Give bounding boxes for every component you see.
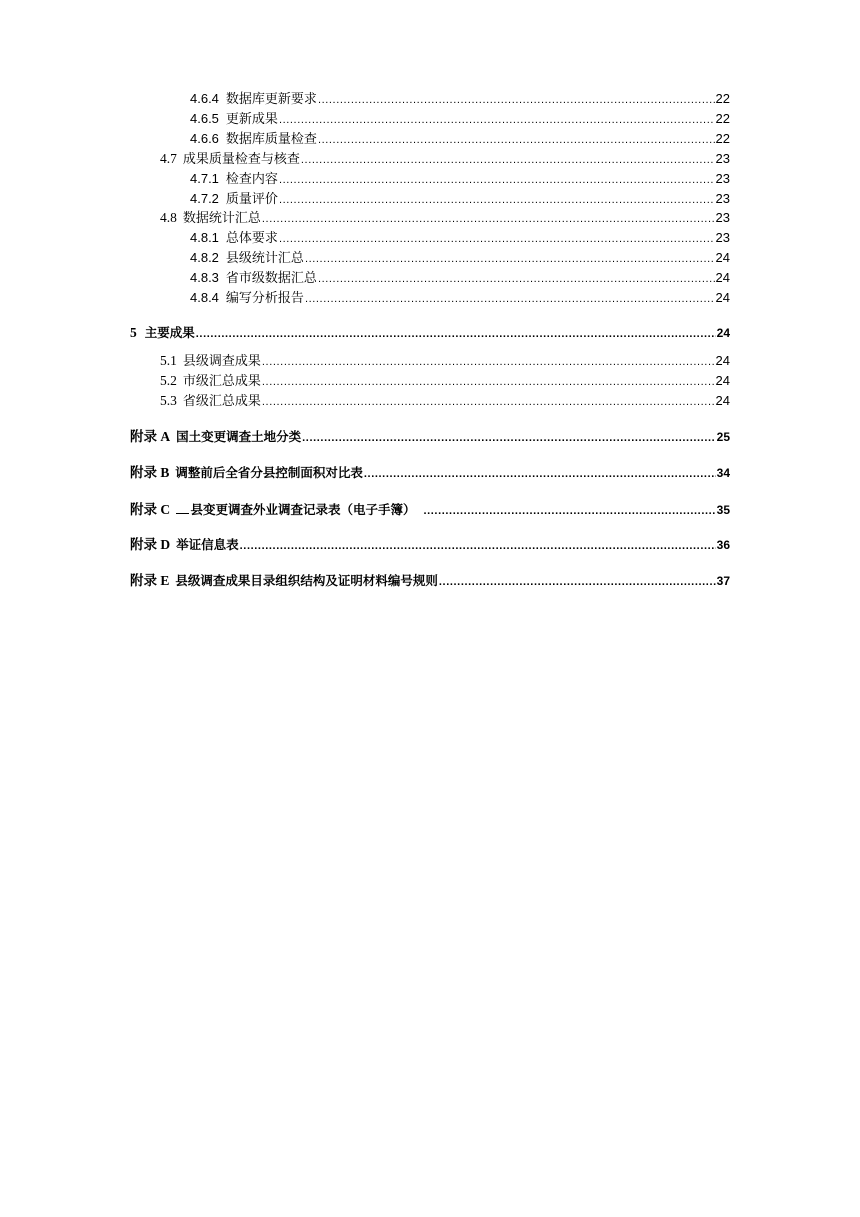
- toc-entry-page: 24: [715, 270, 730, 285]
- toc-entry-4-8[interactable]: [0, 209, 860, 227]
- toc-entry-appendix-c[interactable]: [0, 500, 860, 518]
- toc-entry-page: 35: [716, 503, 730, 517]
- toc-entry-title: 数据库更新要求: [225, 92, 317, 107]
- toc-entry-page: 22: [715, 131, 730, 146]
- dot-leader: [240, 537, 716, 555]
- dot-leader: [318, 270, 715, 288]
- toc-entry-4-8-3[interactable]: [0, 269, 860, 287]
- dot-leader: [364, 465, 716, 483]
- toc-entry-page: 23: [715, 151, 730, 166]
- toc-entry-number: 4.6.4: [190, 91, 219, 106]
- toc-entry-page: 24: [715, 353, 730, 368]
- toc-entry-4-7-1[interactable]: [0, 170, 860, 188]
- toc-entry-title: 举证信息表: [176, 537, 239, 552]
- toc-entry-5-3[interactable]: [0, 392, 860, 410]
- toc-entry-number: 4.7: [160, 151, 177, 166]
- toc-entry-number: 附录 C: [130, 502, 171, 517]
- toc-entry-page: 22: [715, 91, 730, 106]
- dot-leader: [262, 210, 715, 228]
- toc-entry-title: 主要成果: [144, 325, 195, 340]
- dot-leader: [302, 429, 716, 447]
- toc-entry-appendix-b[interactable]: [0, 464, 860, 482]
- toc-entry-title: 编写分析报告: [225, 291, 304, 306]
- toc-entry-title: 成果质量检查与核查: [182, 152, 300, 167]
- toc-entry-4-6-4[interactable]: [0, 90, 860, 108]
- toc-entry-page: 25: [716, 430, 730, 444]
- dot-leader: [318, 131, 715, 149]
- fill-in-blank-line: [176, 500, 189, 514]
- toc-entry-title: 县变更调查外业调查记录表（电子手簿）: [190, 502, 416, 517]
- toc-entry-number: 4.8.3: [190, 270, 219, 285]
- dot-leader: [305, 250, 715, 268]
- toc-entry-page: 23: [715, 191, 730, 206]
- toc-entry-chapter-5[interactable]: [0, 324, 860, 342]
- toc-entry-title: 县级调查成果目录组织结构及证明材料编号规则: [175, 573, 438, 588]
- toc-entry-title: 数据统计汇总: [182, 211, 261, 226]
- dot-leader: [262, 373, 715, 391]
- toc-entry-5-1[interactable]: [0, 352, 860, 370]
- toc-entry-appendix-a[interactable]: [0, 428, 860, 446]
- dot-leader: [196, 325, 716, 343]
- toc-entry-number: 5.1: [160, 353, 177, 368]
- toc-entry-page: 24: [715, 393, 730, 408]
- toc-entry-page: 37: [716, 574, 730, 588]
- toc-entry-page: 24: [715, 373, 730, 388]
- toc-entry-page: 36: [716, 538, 730, 552]
- toc-entry-page: 23: [715, 171, 730, 186]
- toc-entry-page: 24: [715, 290, 730, 305]
- toc-entry-4-7-2[interactable]: [0, 190, 860, 208]
- dot-leader: [279, 171, 715, 189]
- dot-leader: [279, 191, 715, 209]
- toc-entry-page: 24: [715, 250, 730, 265]
- toc-entry-number: 4.6.6: [190, 131, 219, 146]
- toc-entry-title: 更新成果: [225, 112, 278, 127]
- toc-entry-page: 34: [716, 466, 730, 480]
- toc-entry-number: 5.2: [160, 373, 177, 388]
- toc-entry-page: 22: [715, 111, 730, 126]
- toc-entry-title: 国土变更调查土地分类: [176, 429, 302, 444]
- toc-entry-4-7[interactable]: [0, 150, 860, 168]
- toc-entry-4-8-1[interactable]: [0, 229, 860, 247]
- toc-entry-title: 省级汇总成果: [182, 394, 261, 409]
- toc-entry-5-2[interactable]: [0, 372, 860, 390]
- toc-entry-number: 附录 D: [130, 537, 171, 552]
- dot-leader: [279, 111, 715, 129]
- dot-leader: [301, 151, 715, 169]
- toc-entry-4-6-6[interactable]: [0, 130, 860, 148]
- toc-entry-number: 4.8: [160, 210, 177, 225]
- toc-entry-number: 4.8.2: [190, 250, 219, 265]
- toc-entry-number: 附录 E: [130, 573, 170, 588]
- toc-entry-appendix-d[interactable]: [0, 536, 860, 554]
- dot-leader: [262, 353, 715, 371]
- toc-entry-4-8-2[interactable]: [0, 249, 860, 267]
- toc-entry-title: 数据库质量检查: [225, 132, 317, 147]
- dot-leader: [262, 393, 715, 411]
- toc-entry-title: 检查内容: [225, 172, 278, 187]
- toc-entry-number: 附录 B: [130, 465, 170, 480]
- toc-entry-title: 县级统计汇总: [225, 251, 304, 266]
- toc-entry-title: 调整前后全省分县控制面积对比表: [175, 465, 363, 480]
- toc-entry-4-8-4[interactable]: [0, 289, 860, 307]
- toc-entry-title: 市级汇总成果: [182, 374, 261, 389]
- dot-leader: [318, 91, 715, 109]
- toc-entry-title: 省市级数据汇总: [225, 271, 317, 286]
- toc-entry-number: 4.8.1: [190, 230, 219, 245]
- toc-entry-appendix-e[interactable]: [0, 572, 860, 590]
- toc-entry-number: 5: [130, 325, 137, 340]
- toc-entry-number: 4.7.1: [190, 171, 219, 186]
- toc-entry-title: 质量评价: [225, 192, 278, 207]
- dot-leader: [439, 573, 716, 591]
- toc-entry-page: 24: [716, 326, 730, 340]
- dot-leader: [305, 290, 715, 308]
- dot-leader: [423, 502, 715, 520]
- dot-leader: [279, 230, 715, 248]
- toc-entry-number: 4.8.4: [190, 290, 219, 305]
- toc-entry-number: 附录 A: [130, 429, 171, 444]
- toc-entry-page: 23: [715, 210, 730, 225]
- toc-entry-title: 县级调查成果: [182, 354, 261, 369]
- toc-entry-title: 总体要求: [225, 231, 278, 246]
- toc-entry-number: 5.3: [160, 393, 177, 408]
- toc-entry-4-6-5[interactable]: [0, 110, 860, 128]
- toc-entry-page: 23: [715, 230, 730, 245]
- toc-entry-number: 4.7.2: [190, 191, 219, 206]
- toc-entry-number: 4.6.5: [190, 111, 219, 126]
